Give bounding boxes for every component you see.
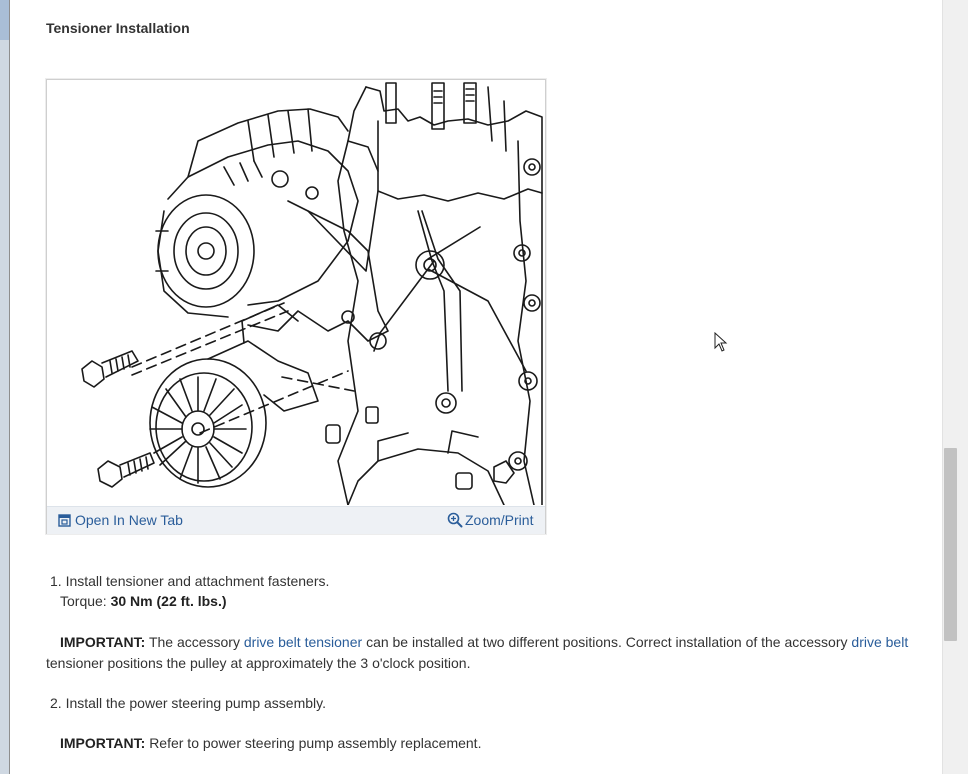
step-1-number: 1. — [50, 573, 62, 589]
important-text: The accessory — [148, 634, 240, 650]
window-edge-accent — [0, 0, 9, 40]
mouse-pointer-icon — [714, 332, 728, 352]
figure-container — [46, 79, 546, 534]
step-1-text: Install tensioner and attachment fasteners. — [65, 573, 330, 589]
important-note-2 — [46, 733, 481, 754]
figure-toolbar — [47, 506, 545, 534]
step-2-number: 2. — [50, 695, 62, 711]
vertical-scrollbar-track[interactable] — [942, 0, 968, 774]
zoom-print-label: Zoom/Print — [465, 512, 534, 528]
important-text: Refer to power steering pump assembly replacement. — [149, 735, 482, 751]
drive-belt-tensioner-link[interactable]: drive belt tensioner — [243, 634, 363, 650]
important-label: IMPORTANT: — [60, 735, 146, 751]
step-1-torque — [46, 591, 227, 612]
window-left-edge — [0, 0, 10, 774]
vertical-scrollbar-thumb[interactable] — [944, 448, 957, 641]
step-1 — [46, 571, 329, 592]
important-label: IMPORTANT: — [60, 634, 146, 650]
open-new-tab-icon — [58, 514, 71, 527]
step-2 — [46, 693, 326, 714]
important-text: tensioner positions the pulley at approximately the 3 o'clock position. — [46, 654, 471, 671]
zoom-print-link[interactable] — [447, 512, 533, 528]
important-text: can be installed at two different positions. Correct installation of the accessory — [366, 634, 848, 650]
open-in-new-tab-link[interactable] — [58, 512, 183, 528]
torque-label: Torque: — [60, 593, 107, 609]
important-note-1 — [46, 632, 931, 673]
page-title: Tensioner Installation — [46, 20, 190, 36]
tensioner-installation-diagram[interactable] — [48, 81, 544, 505]
torque-value: 30 Nm (22 ft. lbs.) — [110, 593, 227, 609]
drive-belt-link[interactable]: drive belt — [851, 634, 909, 650]
magnifier-zoom-icon — [447, 512, 463, 528]
content-pane — [10, 0, 942, 774]
step-2-text: Install the power steering pump assembly. — [65, 695, 326, 711]
open-in-new-tab-label: Open In New Tab — [75, 512, 183, 528]
